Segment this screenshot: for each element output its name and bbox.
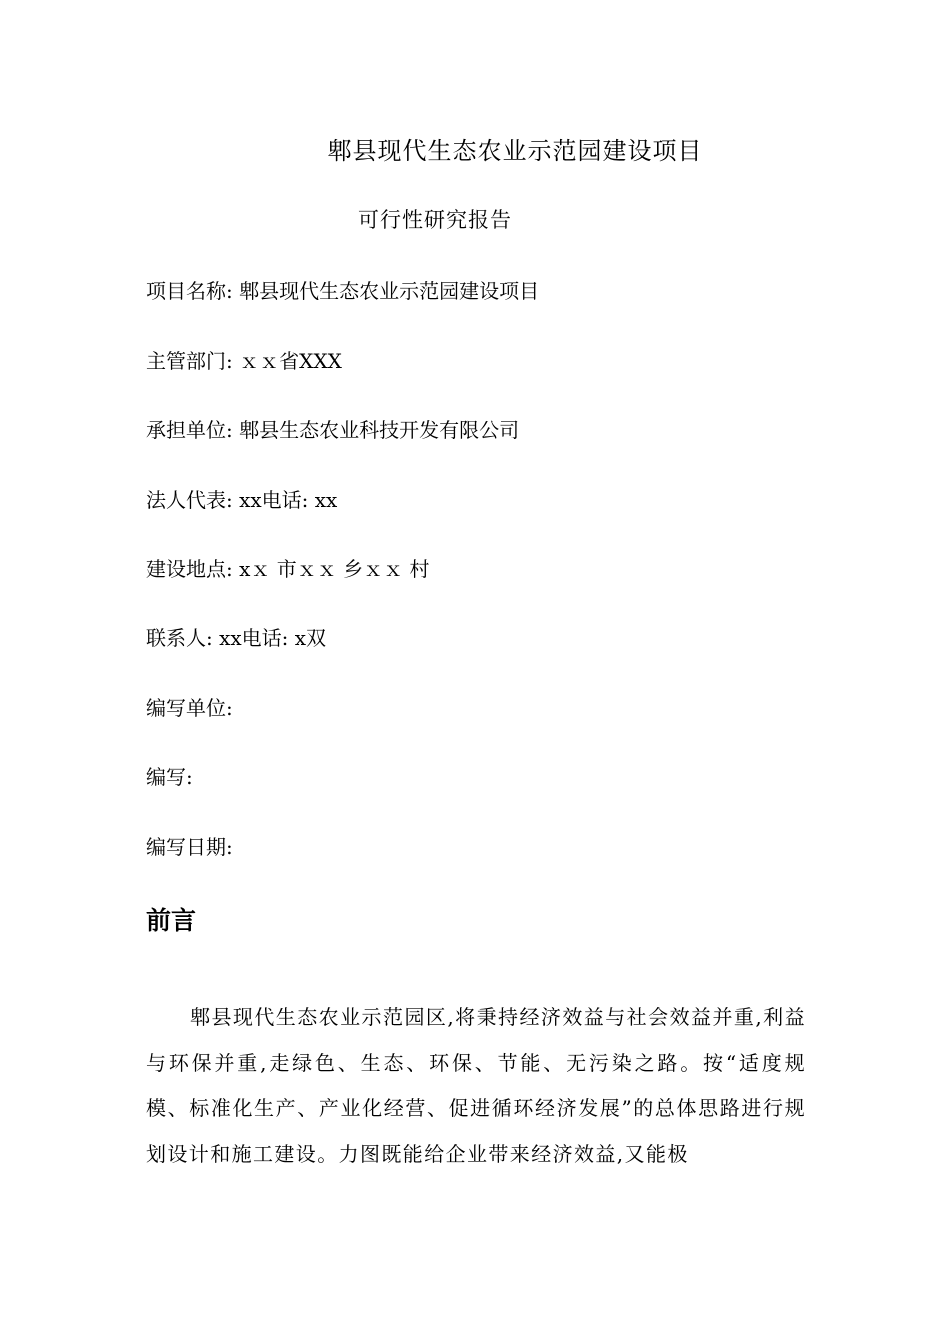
document-subtitle: 可行性研究报告 — [358, 208, 512, 232]
field-legal-representative: 法人代表: xx电话: xx — [146, 488, 338, 512]
field-location: 建设地点: xｘ 市ｘｘ 乡ｘｘ 村 — [146, 557, 430, 581]
field-writing-unit: 编写单位: — [146, 696, 233, 720]
field-writing-date: 编写日期: — [146, 835, 233, 859]
preface-heading: 前言 — [146, 906, 197, 935]
field-writer: 编写: — [146, 765, 193, 789]
field-department: 主管部门: ｘｘ省XXX — [146, 349, 342, 373]
document-title: 郫县现代生态农业示范园建设项目 — [327, 137, 703, 165]
field-contact: 联系人: xx电话: x双 — [146, 626, 327, 650]
field-undertaker: 承担单位: 郫县生态农业科技开发有限公司 — [146, 418, 520, 442]
preface-paragraph: 郫县现代生态农业示范园区,将秉持经济效益与社会效益并重,利益与环保并重,走绿色、生态、环保、节能、无污染之路。按“适度规模、标准化生产、产业化经营、促进循环经济发展”的总体思路进行规划设计和施工建设。力图既能给企业带来经济效益,又能极 — [146, 1005, 806, 1166]
field-project-name: 项目名称: 郫县现代生态农业示范园建设项目 — [146, 279, 540, 303]
